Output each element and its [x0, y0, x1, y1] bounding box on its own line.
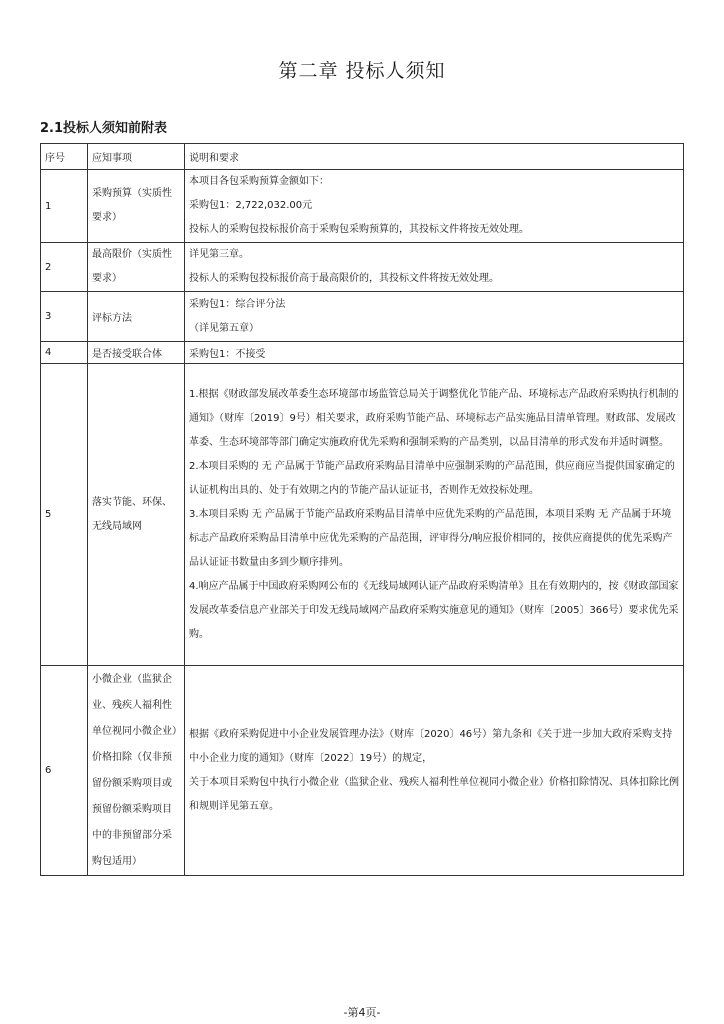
row-description: 采购包1：综合评分法 （详见第五章） — [185, 292, 684, 342]
table-header-row — [41, 144, 684, 170]
row-no: 1 — [41, 170, 88, 243]
row-no: 5 — [41, 364, 88, 666]
header-no: 序号 — [41, 144, 88, 170]
row-item: 落实节能、环保、无线局域网 — [88, 364, 185, 666]
row-item: 小微企业（监狱企业、残疾人福利性单位视同小微企业）价格扣除（仅非预留份额采购项目或预留份额采购项目中的非预留部分采购包适用） — [88, 666, 185, 876]
row-item: 是否接受联合体 — [88, 342, 185, 364]
chapter-title: 第二章 投标人须知 — [278, 60, 446, 82]
row-item: 最高限价（实质性要求） — [88, 243, 185, 292]
row-no: 4 — [41, 342, 88, 364]
row-item: 采购预算（实质性要求） — [88, 170, 185, 243]
row-no: 2 — [41, 243, 88, 292]
row-item: 评标方法 — [88, 292, 185, 342]
header-item: 应知事项 — [88, 144, 185, 170]
row-description: 本项目各包采购预算金额如下： 采购包1：2,722,032.00元 投标人的采购包投标报价高于采购包采购预算的，其投标文件将按无效处理。 — [185, 170, 684, 243]
header-description: 说明和要求 — [185, 144, 684, 170]
table-row — [41, 364, 684, 666]
table-row — [41, 342, 684, 364]
table-row — [41, 666, 684, 876]
table-row — [41, 292, 684, 342]
row-description: 1.根据《财政部发展改革委生态环境部市场监管总局关于调整优化节能产品、环境标志产品政府采购执行机制的通知》（财库〔2019〕9号）相关要求，政府采购节能产品、环境标志产品实施品目清单管理。财政部、发展改革委、生态环境部等部门确定实施政府优先采购和强制采购的产品类别，以品目清单的形式发布并适时调整。 2.本项目采购的 无 产品属于节能产品政府采购品目清单中应强制采购的产品范围，供应商应当提供国家确定的认证机构出具的、处于有效期之内的节能产品认证证书，否则作无效投标处理。 3.本项目采购 无 产品属于节能产品政府采购品目清单中应优先采购的产品范围，本项目采购 无 产品属于环境标志产品政府采购品目清单中应优先采购的产品范围，评审得分/响应报价相同的，按供应商提供的优先采购产品认证证书数量由多到少顺序排列。 4.响应产品属于中国政府采购网公布的《无线局域网认证产品政府采购清单》且在有效期内的，按《财政部国家发展改革委信息产业部关于印发无线局域网产品政府采购实施意见的通知》（财库〔2005〕366号）要求优先采购。 — [185, 364, 684, 666]
bidder-instructions-table — [40, 143, 684, 876]
row-no: 6 — [41, 666, 88, 876]
row-description: 采购包1：不接受 — [185, 342, 684, 364]
section-heading: 2.1投标人须知前附表 — [40, 121, 168, 136]
table-row — [41, 243, 684, 292]
row-no: 3 — [41, 292, 88, 342]
table-row — [41, 170, 684, 243]
row-description: 根据《政府采购促进中小企业发展管理办法》（财库〔2020〕46号）第九条和《关于进一步加大政府采购支持中小企业力度的通知》（财库〔2022〕19号）的规定， 关于本项目采购包中执行小微企业（监狱企业、残疾人福利性单位视同小微企业）价格扣除情况、具体扣除比例和规则详见第五章。 — [185, 666, 684, 876]
row-description: 详见第三章。 投标人的采购包投标报价高于最高限价的，其投标文件将按无效处理。 — [185, 243, 684, 292]
page-number: -第4页- — [343, 1006, 381, 1019]
